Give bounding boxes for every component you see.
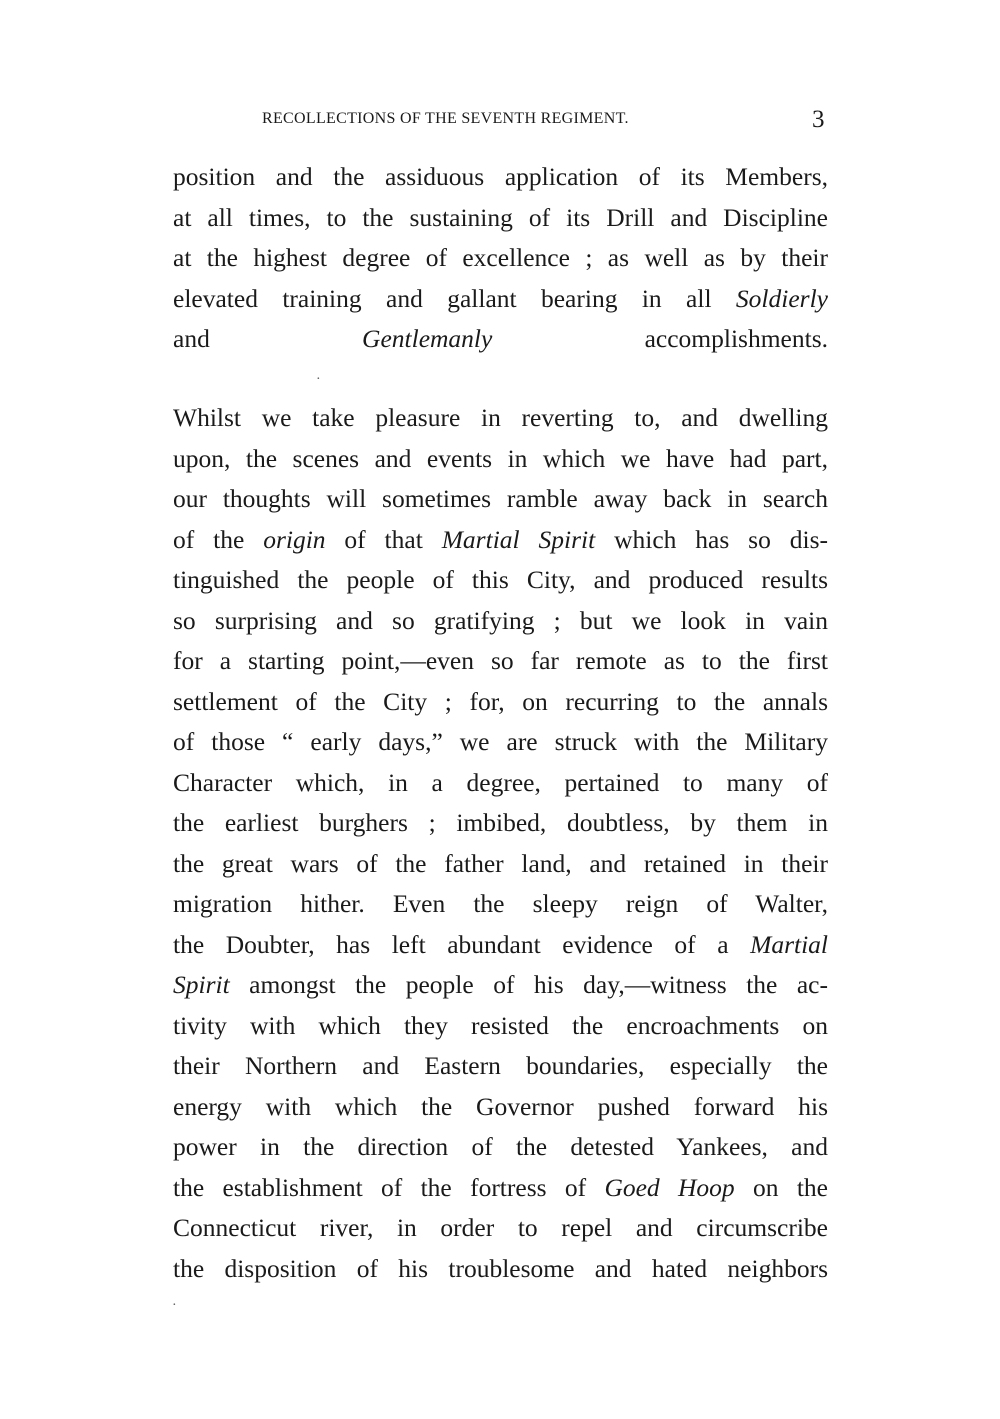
text-segment: settlement of the City ; for, on recurring to the annals [173,686,828,716]
text-line [173,763,828,804]
text-line [173,1087,828,1128]
text-line [173,319,828,360]
text-segment: of that [325,524,442,554]
text-line [173,198,828,239]
text-line [173,560,828,601]
text-line [173,925,828,966]
text-segment: position and the assiduous application of its Members, [173,162,828,191]
page-number: 3 [812,106,825,133]
italic-text: Martial Spirit [441,524,596,554]
text-segment: and [173,324,363,353]
text-line [173,238,828,279]
text-line [173,1127,828,1168]
italic-text: Soldierly [735,283,828,313]
text-segment: Character which, in a degree, pertained to many of [173,767,828,797]
text-segment: which has so dis- [595,524,828,554]
text-segment: amongst the people of his day,—witness the ac- [229,970,828,999]
text-line [173,157,828,198]
text-segment: our thoughts will sometimes ramble away back in search [173,484,828,513]
text-segment: tinguished the people of this City, and produced results [173,565,828,594]
text-segment: Connecticut river, in order to repel and circumscribe [173,1213,828,1242]
text-line [173,682,828,723]
italic-text: Gentlemanly [362,324,493,353]
text-line [173,1249,828,1290]
paragraph-1 [173,157,828,360]
scan-speck: · [172,1298,177,1313]
text-line [173,520,828,561]
text-line [173,1208,828,1249]
text-line [173,479,828,520]
text-segment: the great wars of the father land, and retained in their [173,848,828,878]
text-line [173,641,828,682]
paragraph-2 [173,398,828,1289]
text-segment: of the [173,524,264,554]
text-line [173,439,828,480]
italic-text: Martial [750,929,828,959]
text-line [173,279,828,320]
text-line [173,398,828,439]
text-segment: elevated training and gallant bearing in all [173,283,736,313]
text-line [173,884,828,925]
text-segment: upon, the scenes and events in which we have had part, [173,443,828,473]
text-segment: tivity with which they resisted the encroachments on [173,1010,828,1040]
italic-text: Spirit [173,970,230,999]
text-segment: their Northern and Eastern boundaries, especially the [173,1051,828,1080]
text-segment: power in the direction of the detested Yankees, and [173,1132,828,1161]
text-segment: at the highest degree of excellence ; as well as by their [173,243,828,272]
text-segment: the establishment of the fortress of [173,1172,605,1202]
text-segment: migration hither. Even the sleepy reign of Walter, [173,889,828,918]
text-segment: the disposition of his troublesome and hated neighbors [173,1253,828,1283]
text-segment: at all times, to the sustaining of its Drill and Discipline [173,202,828,232]
italic-text: Goed Hoop [604,1172,735,1202]
text-line [173,965,828,1006]
text-segment: so surprising and so gratifying ; but we look in vain [173,605,828,635]
text-line [173,1046,828,1087]
text-segment: of those “ early days,” we are struck with the Military [173,727,828,756]
text-line [173,803,828,844]
scan-speck: · [316,372,321,387]
text-segment: on the [734,1172,828,1202]
text-segment: the earliest burghers ; imbibed, doubtless, by them in [173,808,828,837]
text-segment: Whilst we take pleasure in reverting to, and dwelling [173,403,828,432]
running-header: RECOLLECTIONS OF THE SEVENTH REGIMENT. [262,110,629,127]
text-line [173,844,828,885]
text-segment: accomplishments. [492,324,828,353]
text-line [173,601,828,642]
text-segment: for a starting point,—even so far remote as to the first [173,646,828,675]
text-segment: the Doubter, has left abundant evidence of a [173,929,751,959]
text-segment: energy with which the Governor pushed forward his [173,1091,828,1121]
italic-text: origin [263,524,326,554]
text-line [173,1168,828,1209]
text-line [173,722,828,763]
text-line [173,1006,828,1047]
